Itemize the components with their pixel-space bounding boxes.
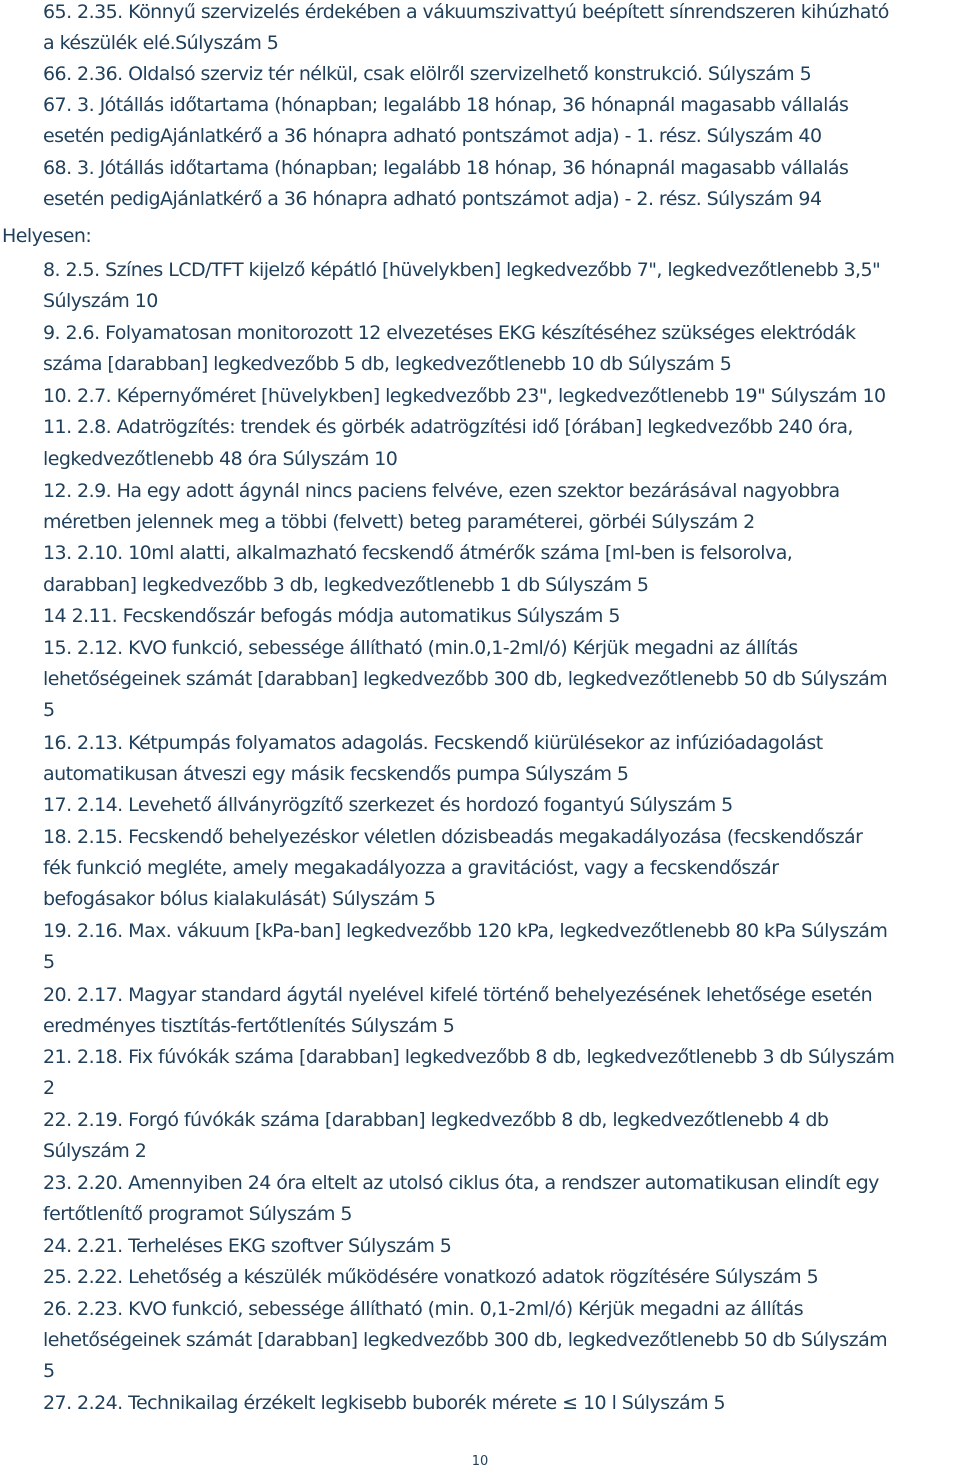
- text-line: a készülék elé.Súlyszám 5: [43, 32, 279, 54]
- page-number: 10: [471, 1454, 489, 1469]
- text-line: 8. 2.5. Színes LCD/TFT kijelző képátló [hüvelykben] legkedvezőbb 7", legkedvezőtlenebb 3,5": [43, 259, 881, 281]
- text-line: 68. 3. Jótállás időtartama (hónapban; legalább 18 hónap, 36 hónapnál magasabb vállalás: [43, 157, 849, 179]
- text-line: esetén pedigAjánlatkérő a 36 hónapra adható pontszámot adja) - 1. rész. Súlyszám 40: [43, 125, 822, 147]
- text-line: fertőtlenítő programot Súlyszám 5: [43, 1203, 352, 1225]
- text-line: 21. 2.18. Fix fúvókák száma [darabban] legkedvezőbb 8 db, legkedvezőtlenebb 3 db Súlyszám: [43, 1046, 895, 1068]
- text-line: 27. 2.24. Technikailag érzékelt legkisebb buborék mérete ≤ 10 l Súlyszám 5: [43, 1392, 726, 1414]
- text-line: 2: [43, 1077, 55, 1099]
- text-line: Súlyszám 10: [43, 290, 158, 312]
- text-line: 11. 2.8. Adatrögzítés: trendek és görbék adatrögzítési idő [órában] legkedvezőbb 240 óra,: [43, 416, 853, 438]
- text-line: 16. 2.13. Kétpumpás folyamatos adagolás. Fecskendő kiürülésekor az infúzióadagolást: [43, 732, 823, 754]
- text-line: 23. 2.20. Amennyiben 24 óra eltelt az utolsó ciklus óta, a rendszer automatikusan elindít egy: [43, 1172, 879, 1194]
- text-line: 25. 2.22. Lehetőség a készülék működésére vonatkozó adatok rögzítésére Súlyszám 5: [43, 1266, 819, 1288]
- text-line: eredményes tisztítás-fertőtlenítés Súlyszám 5: [43, 1015, 455, 1037]
- text-line: esetén pedigAjánlatkérő a 36 hónapra adható pontszámot adja) - 2. rész. Súlyszám 94: [43, 188, 822, 210]
- text-line: 5: [43, 1360, 55, 1382]
- text-line: száma [darabban] legkedvezőbb 5 db, legkedvezőtlenebb 10 db Súlyszám 5: [43, 353, 732, 375]
- text-line: 5: [43, 699, 55, 721]
- text-line: automatikusan átveszi egy másik fecskendős pumpa Súlyszám 5: [43, 763, 629, 785]
- text-line: 20. 2.17. Magyar standard ágytál nyelével kifelé történő behelyezésének lehetősége esetén: [43, 984, 873, 1006]
- text-line: befogásakor bólus kialakulását) Súlyszám 5: [43, 888, 436, 910]
- text-line: lehetőségeinek számát [darabban] legkedvezőbb 300 db, legkedvezőtlenebb 50 db Súlyszám: [43, 1329, 888, 1351]
- text-line: 13. 2.10. 10ml alatti, alkalmazható fecskendő átmérők száma [ml-ben is felsorolva,: [43, 542, 793, 564]
- text-line: 9. 2.6. Folyamatosan monitorozott 12 elvezetéses EKG készítéséhez szükséges elektródák: [43, 322, 856, 344]
- text-line: darabban] legkedvezőbb 3 db, legkedvezőtlenebb 1 db Súlyszám 5: [43, 574, 649, 596]
- text-line: 12. 2.9. Ha egy adott ágynál nincs paciens felvéve, ezen szektor bezárásával nagyobbra: [43, 480, 840, 502]
- text-line: 14 2.11. Fecskendőszár befogás módja automatikus Súlyszám 5: [43, 605, 620, 627]
- text-line: 67. 3. Jótállás időtartama (hónapban; legalább 18 hónap, 36 hónapnál magasabb vállalás: [43, 94, 849, 116]
- section-heading: Helyesen:: [2, 225, 92, 247]
- text-line: 26. 2.23. KVO funkció, sebessége állítható (min. 0,1-2ml/ó) Kérjük megadni az állítás: [43, 1298, 804, 1320]
- text-line: 5: [43, 951, 55, 973]
- text-line: 19. 2.16. Max. vákuum [kPa-ban] legkedvezőbb 120 kPa, legkedvezőtlenebb 80 kPa Súlyszám: [43, 920, 888, 942]
- text-line: 22. 2.19. Forgó fúvókák száma [darabban] legkedvezőbb 8 db, legkedvezőtlenebb 4 db: [43, 1109, 829, 1131]
- text-line: méretben jelennek meg a többi (felvett) beteg paraméterei, görbéi Súlyszám 2: [43, 511, 755, 533]
- text-line: legkedvezőtlenebb 48 óra Súlyszám 10: [43, 448, 398, 470]
- text-line: 65. 2.35. Könnyű szervizelés érdekében a vákuumszivattyú beépített sínrendszeren kihúzható: [43, 1, 889, 23]
- text-line: 24. 2.21. Terheléses EKG szoftver Súlyszám 5: [43, 1235, 452, 1257]
- text-line: fék funkció megléte, amely megakadályozza a gravitációst, vagy a fecskendőszár: [43, 857, 779, 879]
- text-line: 15. 2.12. KVO funkció, sebessége állítható (min.0,1-2ml/ó) Kérjük megadni az állítás: [43, 637, 798, 659]
- text-line: 66. 2.36. Oldalsó szerviz tér nélkül, csak elölről szervizelhető konstrukció. Súlyszám 5: [43, 63, 812, 85]
- text-line: 17. 2.14. Levehető állványrögzítő szerkezet és hordozó fogantyú Súlyszám 5: [43, 794, 733, 816]
- text-line: 10. 2.7. Képernyőméret [hüvelykben] legkedvezőbb 23", legkedvezőtlenebb 19" Súlyszám 10: [43, 385, 886, 407]
- text-line: Súlyszám 2: [43, 1140, 147, 1162]
- text-line: 18. 2.15. Fecskendő behelyezéskor véletlen dózisbeadás megakadályozása (fecskendőszár: [43, 826, 863, 848]
- text-line: lehetőségeinek számát [darabban] legkedvezőbb 300 db, legkedvezőtlenebb 50 db Súlyszám: [43, 668, 888, 690]
